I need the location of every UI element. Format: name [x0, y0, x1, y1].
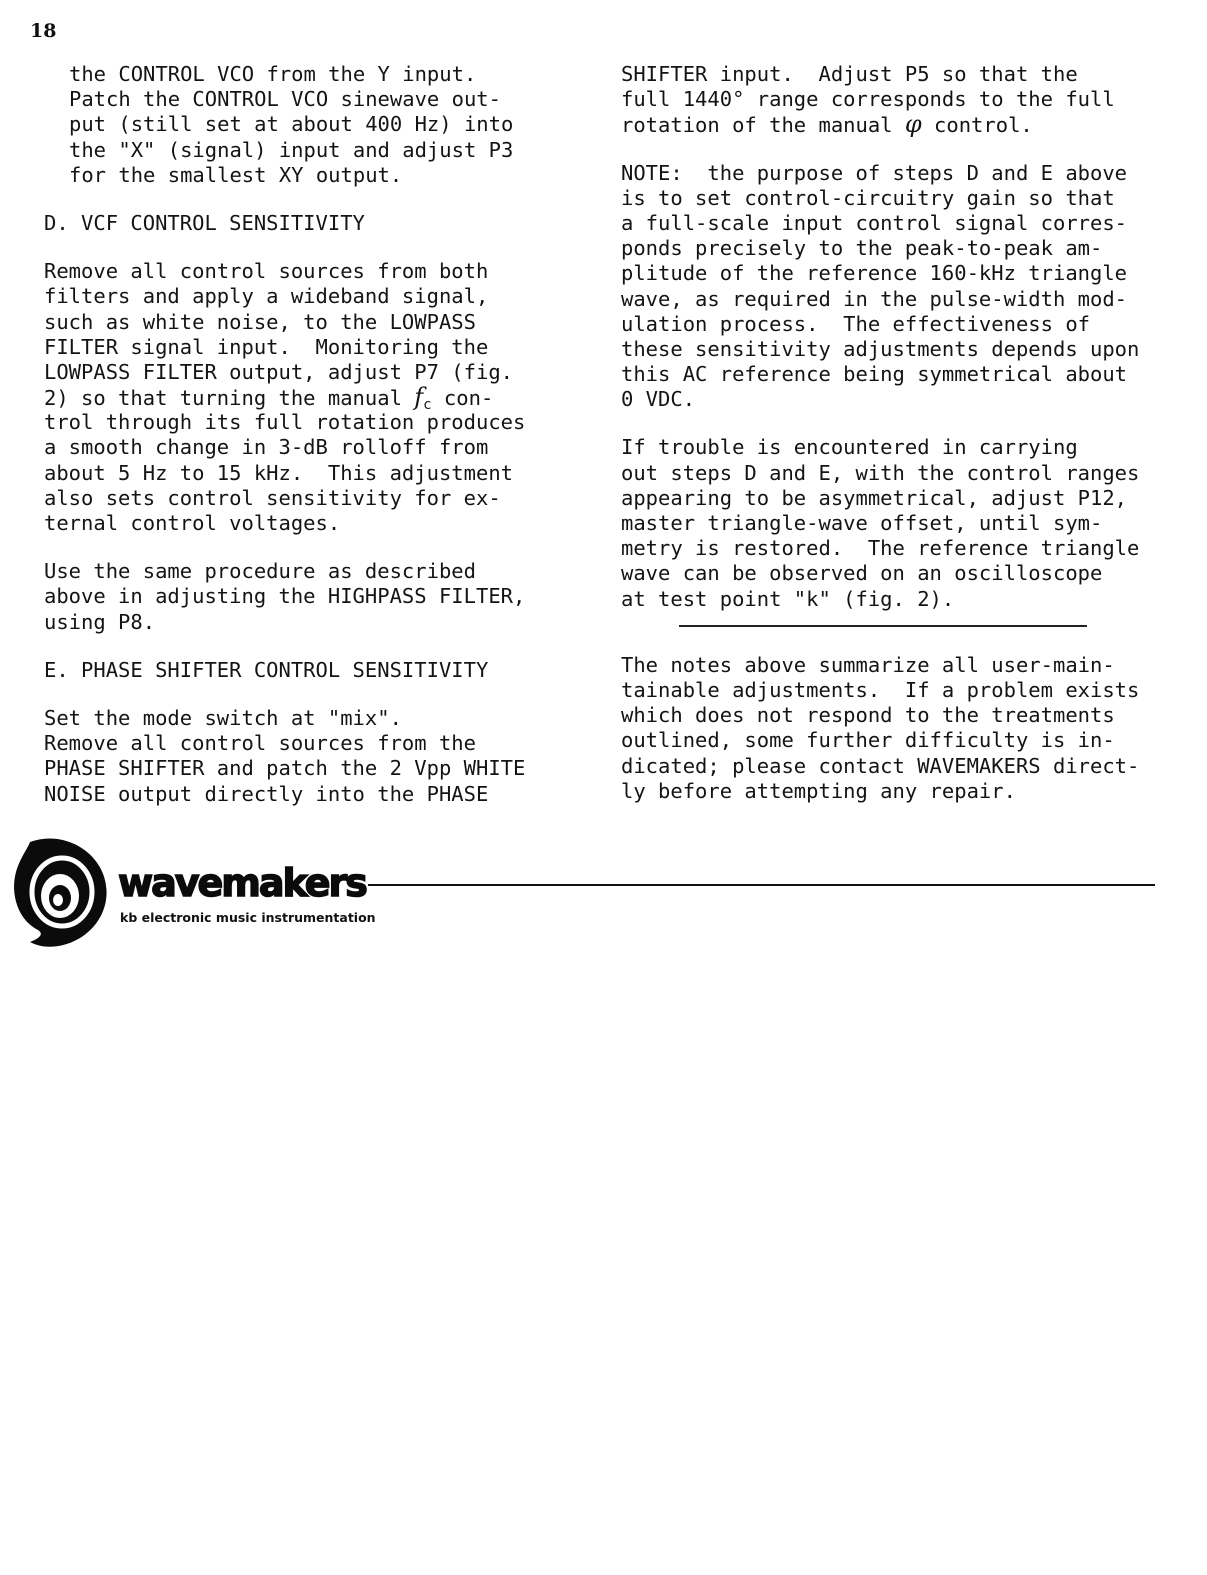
text-line: Use the same procedure as described	[44, 559, 476, 584]
text-line: ly before attempting any repair.	[621, 778, 1016, 803]
wavemakers-logo-icon	[10, 834, 110, 952]
text-line: appearing to be asymmetrical, adjust P12,	[621, 485, 1128, 510]
text-line: If trouble is encountered in carrying	[621, 435, 1078, 460]
text-line: the "X" (signal) input and adjust P3	[69, 137, 514, 162]
text-line: metry is restored. The reference triangle	[621, 536, 1140, 561]
text-line: Remove all control sources from both	[44, 259, 489, 284]
text-line: master triangle-wave offset, until sym-	[621, 511, 1103, 535]
text-line: LOWPASS FILTER output, adjust P7 (fig.	[44, 359, 513, 384]
text-line: is to set control-circuitry gain so that	[621, 185, 1115, 210]
fc-subscript: c	[423, 397, 432, 414]
brand-tagline: kb electronic music instrumentation	[120, 910, 376, 925]
text-line: this AC reference being symmetrical about	[621, 362, 1128, 387]
page-number: 18	[30, 20, 57, 42]
text-line: ponds precisely to the peak-to-peak am-	[621, 236, 1103, 261]
text-line: ternal control voltages.	[44, 511, 341, 535]
text-line: FILTER signal input. Monitoring the	[44, 334, 489, 359]
continued-paragraph	[44, 62, 564, 188]
phi-symbol: φ	[904, 110, 922, 139]
text-line: dicated; please contact WAVEMAKERS direct-	[621, 753, 1140, 778]
left-column	[44, 62, 564, 807]
text-line: full 1440° range corresponds to the full	[621, 87, 1115, 112]
text-line: these sensitivity adjustments depends upon	[621, 336, 1140, 361]
footer-rule	[368, 884, 1155, 886]
text-line: for the smallest XY output.	[69, 162, 403, 187]
text-line: the CONTROL VCO from the Y input.	[69, 62, 477, 86]
summary-paragraph	[621, 653, 1181, 804]
text-line: also sets control sensitivity for ex-	[44, 485, 501, 510]
text-line: wave, as required in the pulse-width mod-	[621, 286, 1128, 311]
brand-wordmark: wavemakers	[118, 861, 366, 905]
trouble-paragraph	[621, 435, 1181, 611]
text-line: PHASE SHIFTER and patch the 2 Vpp WHITE	[44, 756, 526, 781]
highpass-paragraph	[44, 559, 564, 635]
text-line: Remove all control sources from the	[44, 731, 476, 756]
text-line: such as white noise, to the LOWPASS	[44, 309, 476, 334]
text-line: NOTE: the purpose of steps D and E above	[621, 160, 1128, 185]
text-line: ulation process. The effectiveness of	[621, 311, 1090, 336]
text-line: 0 VDC.	[621, 387, 696, 412]
section-e-heading: E. PHASE SHIFTER CONTROL SENSITIVITY	[44, 657, 489, 682]
text-line: using P8.	[44, 609, 156, 634]
text-line-phi: rotation of the manual φ control.	[621, 110, 1033, 139]
text-line: out steps D and E, with the control ranges	[621, 460, 1140, 485]
text-line: outlined, some further difficulty is in-	[621, 728, 1115, 753]
text-line-fc: 2) so that turning the manual fc con-	[44, 383, 494, 414]
text-line: put (still set at about 400 Hz) into	[69, 112, 514, 137]
note-paragraph	[621, 161, 1181, 413]
text-line: above in adjusting the HIGHPASS FILTER,	[44, 584, 526, 609]
text-line: at test point "k" (fig. 2).	[621, 586, 955, 611]
text-line: Set the mode switch at "mix".	[44, 705, 402, 730]
text-line: Patch the CONTROL VCO sinewave out-	[69, 87, 501, 112]
text-line: plitude of the reference 160-kHz triangle	[621, 261, 1128, 286]
phase-shifter-paragraph	[44, 706, 564, 807]
text-line: about 5 Hz to 15 kHz. This adjustment	[44, 460, 513, 485]
text-line: tainable adjustments. If a problem exists	[621, 677, 1140, 702]
text-line: trol through its full rotation produces	[44, 410, 526, 435]
text-line: The notes above summarize all user-main-	[621, 652, 1115, 677]
phase-shifter-continued	[621, 62, 1181, 138]
text-line: NOISE output directly into the PHASE	[44, 781, 489, 806]
text-line: filters and apply a wideband signal,	[44, 284, 489, 309]
right-column	[621, 62, 1181, 804]
section-d-heading: D. VCF CONTROL SENSITIVITY	[44, 210, 365, 235]
text-line: SHIFTER input. Adjust P5 so that the	[621, 62, 1078, 86]
text-line: wave can be observed on an oscilloscope	[621, 561, 1103, 586]
vcf-paragraph	[44, 259, 564, 536]
text-line: a smooth change in 3-dB rolloff from	[44, 435, 489, 460]
text-line: a full-scale input control signal corres-	[621, 210, 1128, 235]
fc-symbol: f	[414, 383, 424, 412]
text-line: which does not respond to the treatments	[621, 703, 1115, 728]
